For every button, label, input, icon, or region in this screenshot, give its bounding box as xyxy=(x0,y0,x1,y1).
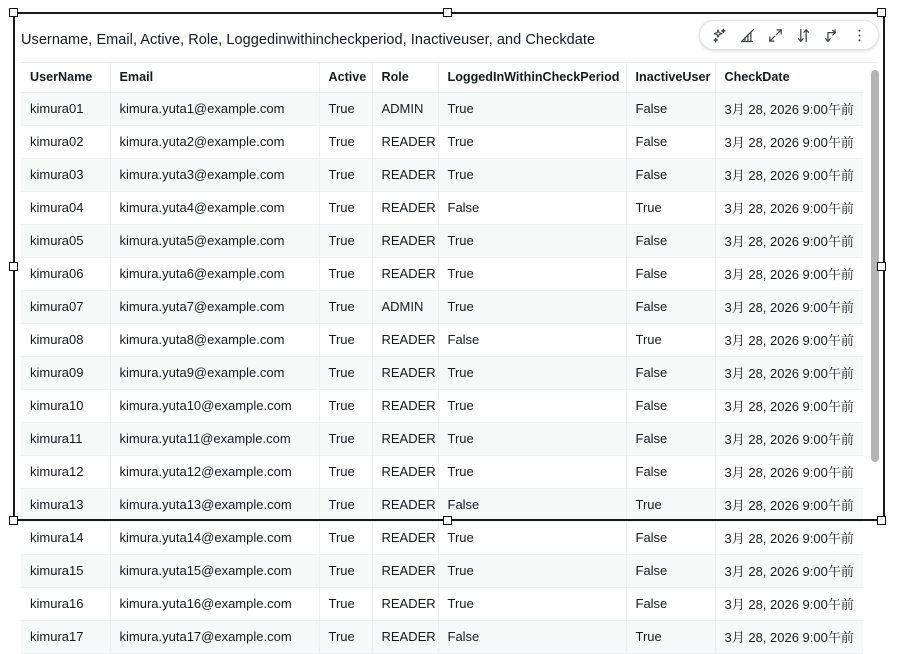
table-row[interactable] xyxy=(21,93,863,126)
cell-active: True xyxy=(319,126,372,159)
cell-logged-in-within-check-period: True xyxy=(438,423,626,456)
cell-active: True xyxy=(319,225,372,258)
cell-role: READER xyxy=(372,456,438,489)
vertical-scrollbar[interactable] xyxy=(871,64,879,514)
cell-active: True xyxy=(319,192,372,225)
cell-logged-in-within-check-period: True xyxy=(438,357,626,390)
resize-handle-top-right[interactable] xyxy=(877,8,886,17)
cell-inactive-user: False xyxy=(626,588,715,621)
table-row[interactable] xyxy=(21,324,863,357)
cell-username: kimura16 xyxy=(21,588,110,621)
cell-username: kimura12 xyxy=(21,456,110,489)
cell-check-date: 3月 28, 2026 9:00午前 xyxy=(715,159,863,192)
table-row[interactable] xyxy=(21,126,863,159)
cell-active: True xyxy=(319,258,372,291)
cell-email: kimura.yuta10@example.com xyxy=(110,390,319,423)
table-row[interactable] xyxy=(21,456,863,489)
cell-inactive-user: False xyxy=(626,126,715,159)
cell-logged-in-within-check-period: True xyxy=(438,258,626,291)
cell-role: ADMIN xyxy=(372,291,438,324)
cell-email: kimura.yuta5@example.com xyxy=(110,225,319,258)
data-table xyxy=(21,63,863,654)
resize-handle-middle-left[interactable] xyxy=(9,262,18,271)
cell-role: READER xyxy=(372,357,438,390)
cell-check-date: 3月 28, 2026 9:00午前 xyxy=(715,225,863,258)
cell-check-date: 3月 28, 2026 9:00午前 xyxy=(715,357,863,390)
column-header-email[interactable]: Email xyxy=(110,63,319,93)
table-row[interactable] xyxy=(21,588,863,621)
swap-arrows-icon[interactable] xyxy=(818,23,844,47)
cell-email: kimura.yuta17@example.com xyxy=(110,621,319,654)
cell-active: True xyxy=(319,522,372,555)
cell-role: READER xyxy=(372,423,438,456)
cell-active: True xyxy=(319,357,372,390)
cell-inactive-user: False xyxy=(626,390,715,423)
cell-active: True xyxy=(319,621,372,654)
cell-username: kimura09 xyxy=(21,357,110,390)
cell-check-date: 3月 28, 2026 9:00午前 xyxy=(715,192,863,225)
resize-handle-bottom-left[interactable] xyxy=(9,516,18,525)
cell-username: kimura11 xyxy=(21,423,110,456)
cell-inactive-user: False xyxy=(626,522,715,555)
cell-role: READER xyxy=(372,192,438,225)
cell-role: READER xyxy=(372,489,438,522)
cell-inactive-user: False xyxy=(626,423,715,456)
cell-check-date: 3月 28, 2026 9:00午前 xyxy=(715,588,863,621)
resize-handle-top-center[interactable] xyxy=(443,8,452,17)
cell-email: kimura.yuta2@example.com xyxy=(110,126,319,159)
cell-role: READER xyxy=(372,621,438,654)
column-header-role[interactable]: Role xyxy=(372,63,438,93)
cell-active: True xyxy=(319,456,372,489)
cell-inactive-user: False xyxy=(626,291,715,324)
cell-logged-in-within-check-period: True xyxy=(438,522,626,555)
table-row[interactable] xyxy=(21,423,863,456)
table-scroll-container[interactable] xyxy=(21,62,877,645)
cell-username: kimura10 xyxy=(21,390,110,423)
cell-active: True xyxy=(319,489,372,522)
table-row[interactable] xyxy=(21,489,863,522)
cell-email: kimura.yuta11@example.com xyxy=(110,423,319,456)
resize-handle-middle-right[interactable] xyxy=(877,262,886,271)
cell-email: kimura.yuta8@example.com xyxy=(110,324,319,357)
data-table-card xyxy=(15,14,883,645)
cell-email: kimura.yuta14@example.com xyxy=(110,522,319,555)
cell-username: kimura06 xyxy=(21,258,110,291)
cell-role: ADMIN xyxy=(372,93,438,126)
column-header-inactive-user[interactable]: InactiveUser xyxy=(626,63,715,93)
table-row[interactable] xyxy=(21,522,863,555)
cell-role: READER xyxy=(372,522,438,555)
cell-logged-in-within-check-period: False xyxy=(438,324,626,357)
cell-inactive-user: False xyxy=(626,456,715,489)
card-toolbar xyxy=(699,20,879,50)
bar-chart-icon[interactable] xyxy=(734,23,760,47)
cell-username: kimura02 xyxy=(21,126,110,159)
cell-role: READER xyxy=(372,555,438,588)
cell-check-date: 3月 28, 2026 9:00午前 xyxy=(715,291,863,324)
table-row[interactable] xyxy=(21,390,863,423)
cell-username: kimura13 xyxy=(21,489,110,522)
cell-email: kimura.yuta6@example.com xyxy=(110,258,319,291)
cell-inactive-user: False xyxy=(626,225,715,258)
table-row[interactable] xyxy=(21,159,863,192)
cell-email: kimura.yuta3@example.com xyxy=(110,159,319,192)
cell-username: kimura15 xyxy=(21,555,110,588)
cell-inactive-user: True xyxy=(626,489,715,522)
cell-active: True xyxy=(319,291,372,324)
table-row[interactable] xyxy=(21,357,863,390)
cell-email: kimura.yuta1@example.com xyxy=(110,93,319,126)
cell-email: kimura.yuta16@example.com xyxy=(110,588,319,621)
cell-active: True xyxy=(319,423,372,456)
cell-username: kimura17 xyxy=(21,621,110,654)
table-row[interactable] xyxy=(21,621,863,654)
cell-logged-in-within-check-period: True xyxy=(438,93,626,126)
cell-check-date: 3月 28, 2026 9:00午前 xyxy=(715,93,863,126)
magic-sparkle-icon[interactable] xyxy=(706,23,732,47)
cell-username: kimura04 xyxy=(21,192,110,225)
cell-check-date: 3月 28, 2026 9:00午前 xyxy=(715,423,863,456)
table-row[interactable] xyxy=(21,555,863,588)
resize-handle-bottom-center[interactable] xyxy=(443,516,452,525)
cell-email: kimura.yuta12@example.com xyxy=(110,456,319,489)
cell-logged-in-within-check-period: True xyxy=(438,225,626,258)
cell-check-date: 3月 28, 2026 9:00午前 xyxy=(715,390,863,423)
cell-inactive-user: False xyxy=(626,258,715,291)
column-header-active[interactable]: Active xyxy=(319,63,372,93)
cell-active: True xyxy=(319,93,372,126)
cell-role: READER xyxy=(372,390,438,423)
cell-email: kimura.yuta4@example.com xyxy=(110,192,319,225)
cell-username: kimura08 xyxy=(21,324,110,357)
cell-username: kimura07 xyxy=(21,291,110,324)
resize-handle-top-left[interactable] xyxy=(9,8,18,17)
cell-logged-in-within-check-period: True xyxy=(438,456,626,489)
cell-role: READER xyxy=(372,588,438,621)
cell-check-date: 3月 28, 2026 9:00午前 xyxy=(715,489,863,522)
cell-logged-in-within-check-period: True xyxy=(438,159,626,192)
cell-inactive-user: False xyxy=(626,555,715,588)
column-header-username[interactable]: UserName xyxy=(21,63,110,93)
cell-role: READER xyxy=(372,225,438,258)
cell-role: READER xyxy=(372,126,438,159)
cell-username: kimura03 xyxy=(21,159,110,192)
cell-logged-in-within-check-period: True xyxy=(438,126,626,159)
cell-email: kimura.yuta7@example.com xyxy=(110,291,319,324)
cell-check-date: 3月 28, 2026 9:00午前 xyxy=(715,555,863,588)
cell-email: kimura.yuta9@example.com xyxy=(110,357,319,390)
sort-icon[interactable] xyxy=(790,23,816,47)
table-row[interactable] xyxy=(21,225,863,258)
page-title: Username, Email, Active, Role, Loggedinwithincheckperiod, Inactiveuser, and Checkdate xyxy=(21,32,596,48)
cell-inactive-user: False xyxy=(626,159,715,192)
cell-role: READER xyxy=(372,258,438,291)
cell-inactive-user: False xyxy=(626,93,715,126)
cell-inactive-user: True xyxy=(626,621,715,654)
cell-active: True xyxy=(319,588,372,621)
cell-inactive-user: True xyxy=(626,324,715,357)
table-header-row xyxy=(21,63,863,93)
cell-check-date: 3月 28, 2026 9:00午前 xyxy=(715,258,863,291)
cell-check-date: 3月 28, 2026 9:00午前 xyxy=(715,126,863,159)
cell-active: True xyxy=(319,159,372,192)
expand-icon[interactable] xyxy=(762,23,788,47)
table-row[interactable] xyxy=(21,258,863,291)
cell-active: True xyxy=(319,555,372,588)
cell-check-date: 3月 28, 2026 9:00午前 xyxy=(715,324,863,357)
column-header-check-date[interactable]: CheckDate xyxy=(715,63,863,93)
cell-logged-in-within-check-period: False xyxy=(438,192,626,225)
table-row[interactable] xyxy=(21,291,863,324)
cell-check-date: 3月 28, 2026 9:00午前 xyxy=(715,621,863,654)
cell-logged-in-within-check-period: False xyxy=(438,489,626,522)
resize-handle-bottom-right[interactable] xyxy=(877,516,886,525)
cell-username: kimura01 xyxy=(21,93,110,126)
cell-role: READER xyxy=(372,159,438,192)
column-header-logged-in-within-check-period[interactable]: LoggedInWithinCheckPeriod xyxy=(438,63,626,93)
cell-role: READER xyxy=(372,324,438,357)
cell-logged-in-within-check-period: True xyxy=(438,291,626,324)
cell-inactive-user: True xyxy=(626,192,715,225)
table-row[interactable] xyxy=(21,192,863,225)
cell-logged-in-within-check-period: False xyxy=(438,621,626,654)
cell-logged-in-within-check-period: True xyxy=(438,555,626,588)
cell-active: True xyxy=(319,324,372,357)
cell-username: kimura05 xyxy=(21,225,110,258)
cell-logged-in-within-check-period: True xyxy=(438,390,626,423)
cell-logged-in-within-check-period: True xyxy=(438,588,626,621)
cell-email: kimura.yuta15@example.com xyxy=(110,555,319,588)
more-options-icon[interactable] xyxy=(846,23,872,47)
cell-inactive-user: False xyxy=(626,357,715,390)
cell-username: kimura14 xyxy=(21,522,110,555)
cell-check-date: 3月 28, 2026 9:00午前 xyxy=(715,456,863,489)
cell-check-date: 3月 28, 2026 9:00午前 xyxy=(715,522,863,555)
cell-active: True xyxy=(319,390,372,423)
cell-email: kimura.yuta13@example.com xyxy=(110,489,319,522)
